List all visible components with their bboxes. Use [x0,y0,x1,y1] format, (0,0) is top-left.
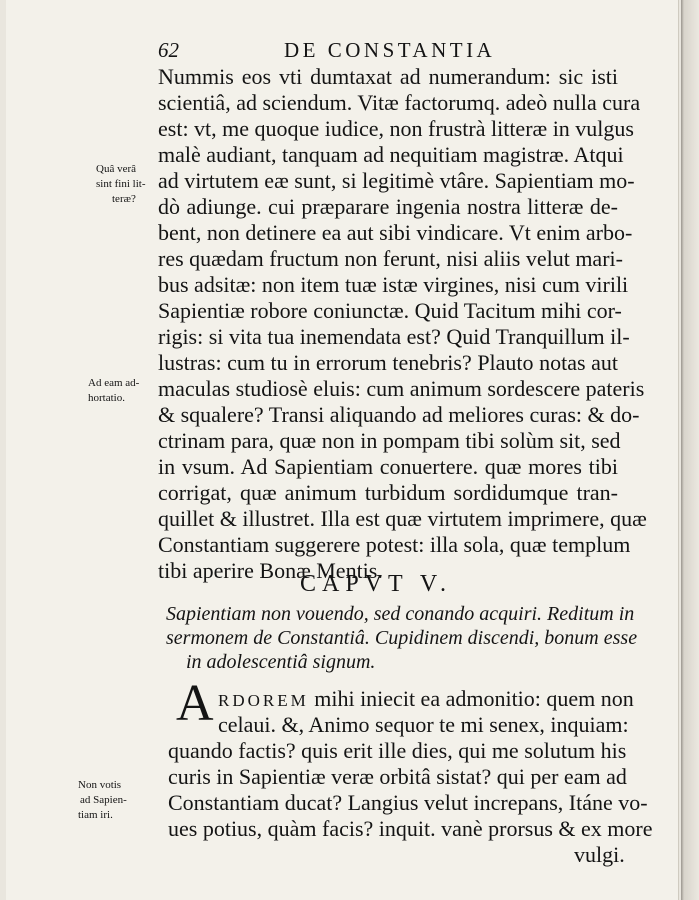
chapter-line: quando factis? quis erit ille dies, qui me solutum his [168,738,627,763]
chapter-first-line [218,686,634,714]
body-line: dò adiunge. cui præparare ingenia nostra litteræ de- [158,194,618,219]
margin-note [78,778,127,823]
chapter-line: curis in Sapientiæ veræ orbitâ sistat? qui per eam ad [168,764,627,789]
margin-note-line: tiam iri. [78,809,113,821]
drop-cap: A [176,675,214,732]
margin-note-line: Non votis [78,779,122,791]
margin-note-line: ad Sapien- [80,794,127,806]
body-line: in vsum. Ad Sapientiam conuertere. quæ mores tibi [158,454,618,479]
margin-note-line: Ad eam ad- [88,377,140,389]
body-line: Sapientiæ robore coniunctæ. Quid Tacitum mihi cor- [158,298,622,323]
chapter-line: ues potius, quàm facis? inquit. vanè prorsus & ex more [168,816,653,841]
body-line: malè audiant, tanquam ad nequitiam magistræ. Atqui [158,142,624,167]
running-title: DE CONSTANTIA [284,38,496,62]
body-line: & squalere? Transi aliquando ad meliores curas: & do- [158,402,640,427]
body-line: bent, non detinere ea aut sibi vindicare. Vt enim arbo- [158,220,633,245]
first-word-smallcaps: RDOREM [218,691,309,710]
margin-note [88,376,139,406]
body-line: Nummis eos vti dumtaxat ad numerandum: sic isti [158,64,618,89]
body-line: corrigat, quæ animum turbidum sordidumque tran- [158,480,618,505]
body-line: Constantiam suggerere potest: illa sola, quæ templum [158,532,631,557]
body-line: quillet & illustret. Illa est quæ virtutem imprimere, quæ [158,506,647,531]
chapter-summary-line: sermonem de Constantiâ. Cupidinem discendi, bonum esse [166,627,638,649]
body-line: maculas studiosè eluis: cum animum sordescere pateris [158,376,645,401]
chapter-line: Constantiam ducat? Langius velut increpans, Itáne vo- [168,790,648,815]
margin-note-line: hortatio. [88,392,125,404]
chapter-line: vulgi. [574,842,625,867]
running-head [158,38,608,64]
body-line: est: vt, me quoque iudice, non frustrà litteræ in vulgus [158,116,634,141]
page-edge-shadow [681,0,699,900]
margin-note-line: sint fini lit- [96,178,146,190]
margin-note [96,162,146,207]
chapter-heading: CAPVT V. [300,571,453,597]
folio-number: 62 [158,38,179,62]
body-line: tibi aperire Bonæ Mentis. [158,558,383,583]
margin-note-line: Quâ verâ [96,163,137,175]
chapter-summary-line: in adolescentiâ signum. [186,651,376,673]
body-line: bus adsitæ: non item tuæ istæ virgines, nisi cum virili [158,272,629,297]
margin-note-line: teræ? [112,193,136,205]
first-line-text: mihi iniecit ea admonitio: quem non [314,686,634,711]
body-line: lustras: cum tu in errorum tenebris? Plauto notas aut [158,350,618,375]
body-line: scientiâ, ad sciendum. Vitæ factorumq. adeò nulla cura [158,90,641,115]
chapter-line: celaui. &, Animo sequor te mi senex, inquiam: [218,712,629,737]
body-line: ad virtutem eæ sunt, si legitimè vtâre. Sapientiam mo- [158,168,635,193]
body-line: ctrinam para, quæ non in pompam tibi solùm sit, sed [158,428,621,453]
body-line: res quædam fructum non ferunt, nisi aliis velut mari- [158,246,623,271]
body-line: rigis: si vita tua inemendata est? Quid Tranquillum il- [158,324,630,349]
chapter-summary-line: Sapientiam non vouendo, sed conando acquiri. Reditum in [166,603,635,625]
